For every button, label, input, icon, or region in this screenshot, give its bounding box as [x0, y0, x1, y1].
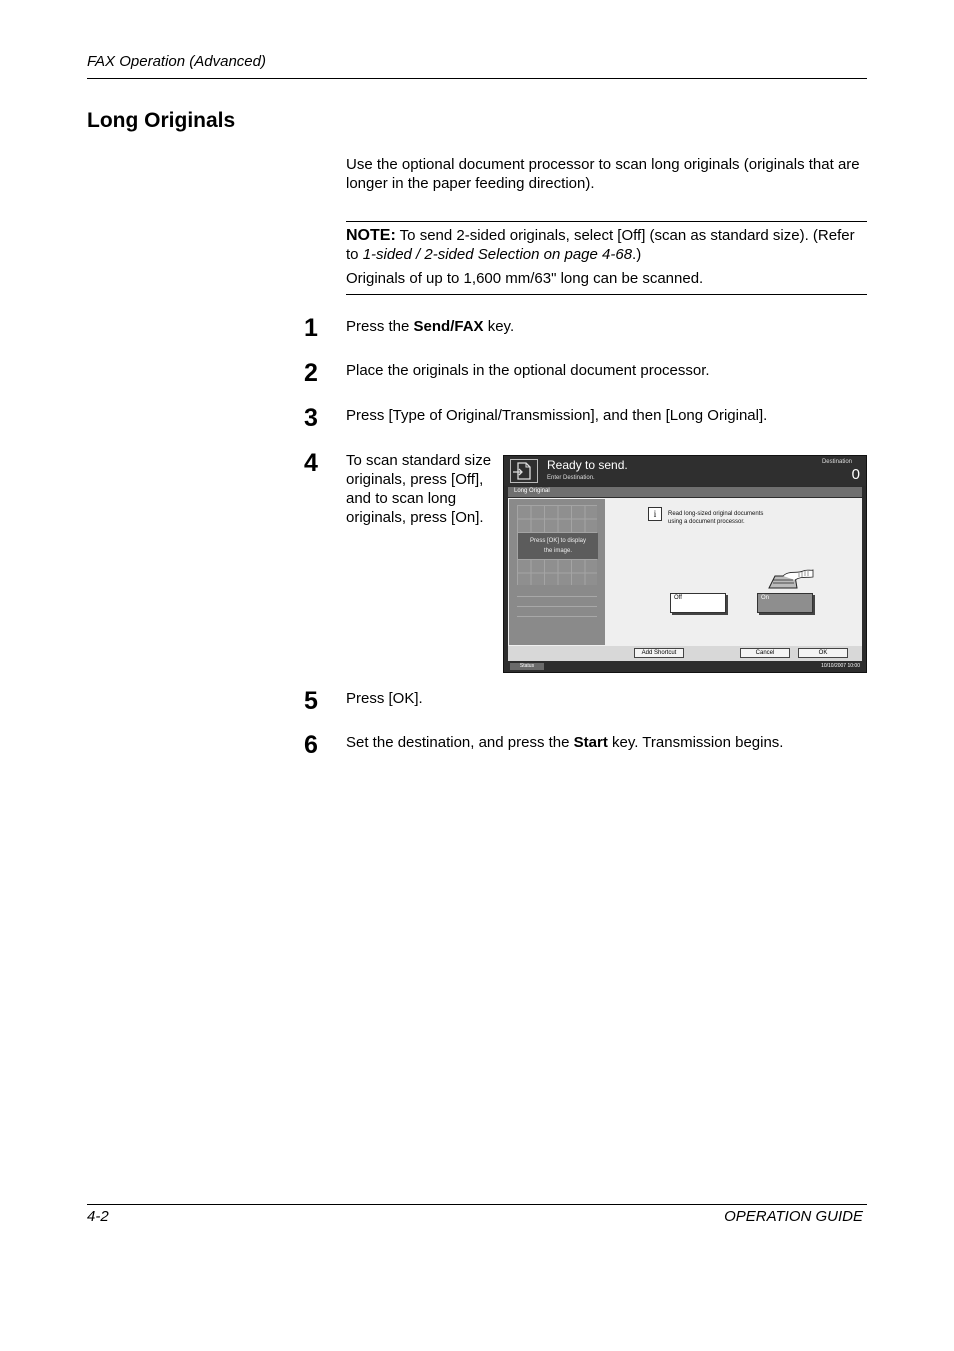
footer-rule [87, 1204, 867, 1205]
section-title: Long Originals [87, 109, 236, 132]
header-rule [87, 78, 867, 79]
note-bottom-rule [346, 294, 867, 295]
step-text: To scan standard size originals, press [Off], and to scan long originals, press [On]. [346, 452, 492, 526]
preview-divider [517, 606, 597, 607]
info-icon: i [648, 507, 662, 521]
cancel-button[interactable]: Cancel [740, 648, 790, 658]
document-processor-icon [763, 568, 815, 592]
operation-panel-screen [503, 455, 867, 673]
step-text: Place the originals in the optional document processor. [346, 362, 710, 379]
key-name: Send/FAX [413, 318, 484, 335]
step-text [346, 317, 514, 336]
screen-panel [508, 498, 862, 646]
screen-footer [508, 662, 862, 671]
guide-title: OPERATION GUIDE [724, 1208, 863, 1225]
note-top-rule [346, 221, 867, 222]
ok-button[interactable]: OK [798, 648, 848, 658]
off-button[interactable]: Off [670, 593, 726, 613]
step-text-part: key. [483, 318, 515, 335]
screen-title-bar [508, 487, 862, 497]
running-header: FAX Operation (Advanced) [87, 53, 266, 70]
step-text-part: Press the [346, 318, 414, 335]
step-number: 3 [304, 404, 318, 432]
datetime: 10/10/2007 10:00 [821, 663, 860, 669]
info-text [668, 510, 763, 526]
step-number: 1 [304, 314, 318, 342]
note-text: To send 2-sided originals, select [Off] (scan as standard size). (Refer to [346, 227, 855, 263]
destination-count: 0 [851, 466, 860, 483]
note-paragraph [346, 226, 868, 264]
screen-status-bar [504, 456, 866, 486]
preview-message [518, 533, 598, 559]
add-shortcut-button[interactable]: Add Shortcut [634, 648, 684, 658]
note-line-2: Originals of up to 1,600 mm/63" long can be scanned. [346, 270, 704, 287]
preview-divider [517, 616, 597, 617]
screen-title: Long Original [514, 488, 550, 494]
fax-icon [510, 459, 538, 483]
intro-paragraph: Use the optional document processor to scan long originals (originals that are longer in the paper feeding direction). [346, 156, 860, 192]
step-number: 6 [304, 731, 318, 759]
step-text-part: Set the destination, and press the [346, 734, 574, 751]
screen-button-bar [508, 646, 862, 661]
on-button[interactable]: On [757, 593, 813, 613]
step-number: 5 [304, 687, 318, 715]
step-text-part: key. Transmission begins. [607, 734, 784, 751]
preview-divider [517, 596, 597, 597]
step-text [346, 733, 783, 752]
preview-message-line: the image. [543, 548, 573, 554]
preview-area[interactable] [509, 499, 605, 645]
status-subtitle: Enter Destination. [547, 475, 595, 481]
step-text: Press [Type of Original/Transmission], and then [Long Original]. [346, 407, 768, 424]
status-button[interactable]: Status [510, 663, 544, 670]
key-name: Start [573, 734, 608, 751]
page-number: 4-2 [87, 1208, 109, 1225]
info-line: using a document processor. [668, 519, 745, 525]
step-number: 4 [304, 449, 318, 477]
preview-message-line: Press [OK] to display [529, 538, 587, 544]
info-line: Read long-sized original documents [668, 511, 764, 517]
step-text: Press [OK]. [346, 690, 423, 707]
status-title: Ready to send. [547, 458, 628, 472]
note-label: NOTE: [346, 227, 396, 244]
step-number: 2 [304, 359, 318, 387]
note-text-end: .) [632, 246, 642, 263]
destination-label: Destination [821, 459, 852, 465]
note-reference: 1-sided / 2-sided Selection on page 4-68 [362, 246, 633, 263]
